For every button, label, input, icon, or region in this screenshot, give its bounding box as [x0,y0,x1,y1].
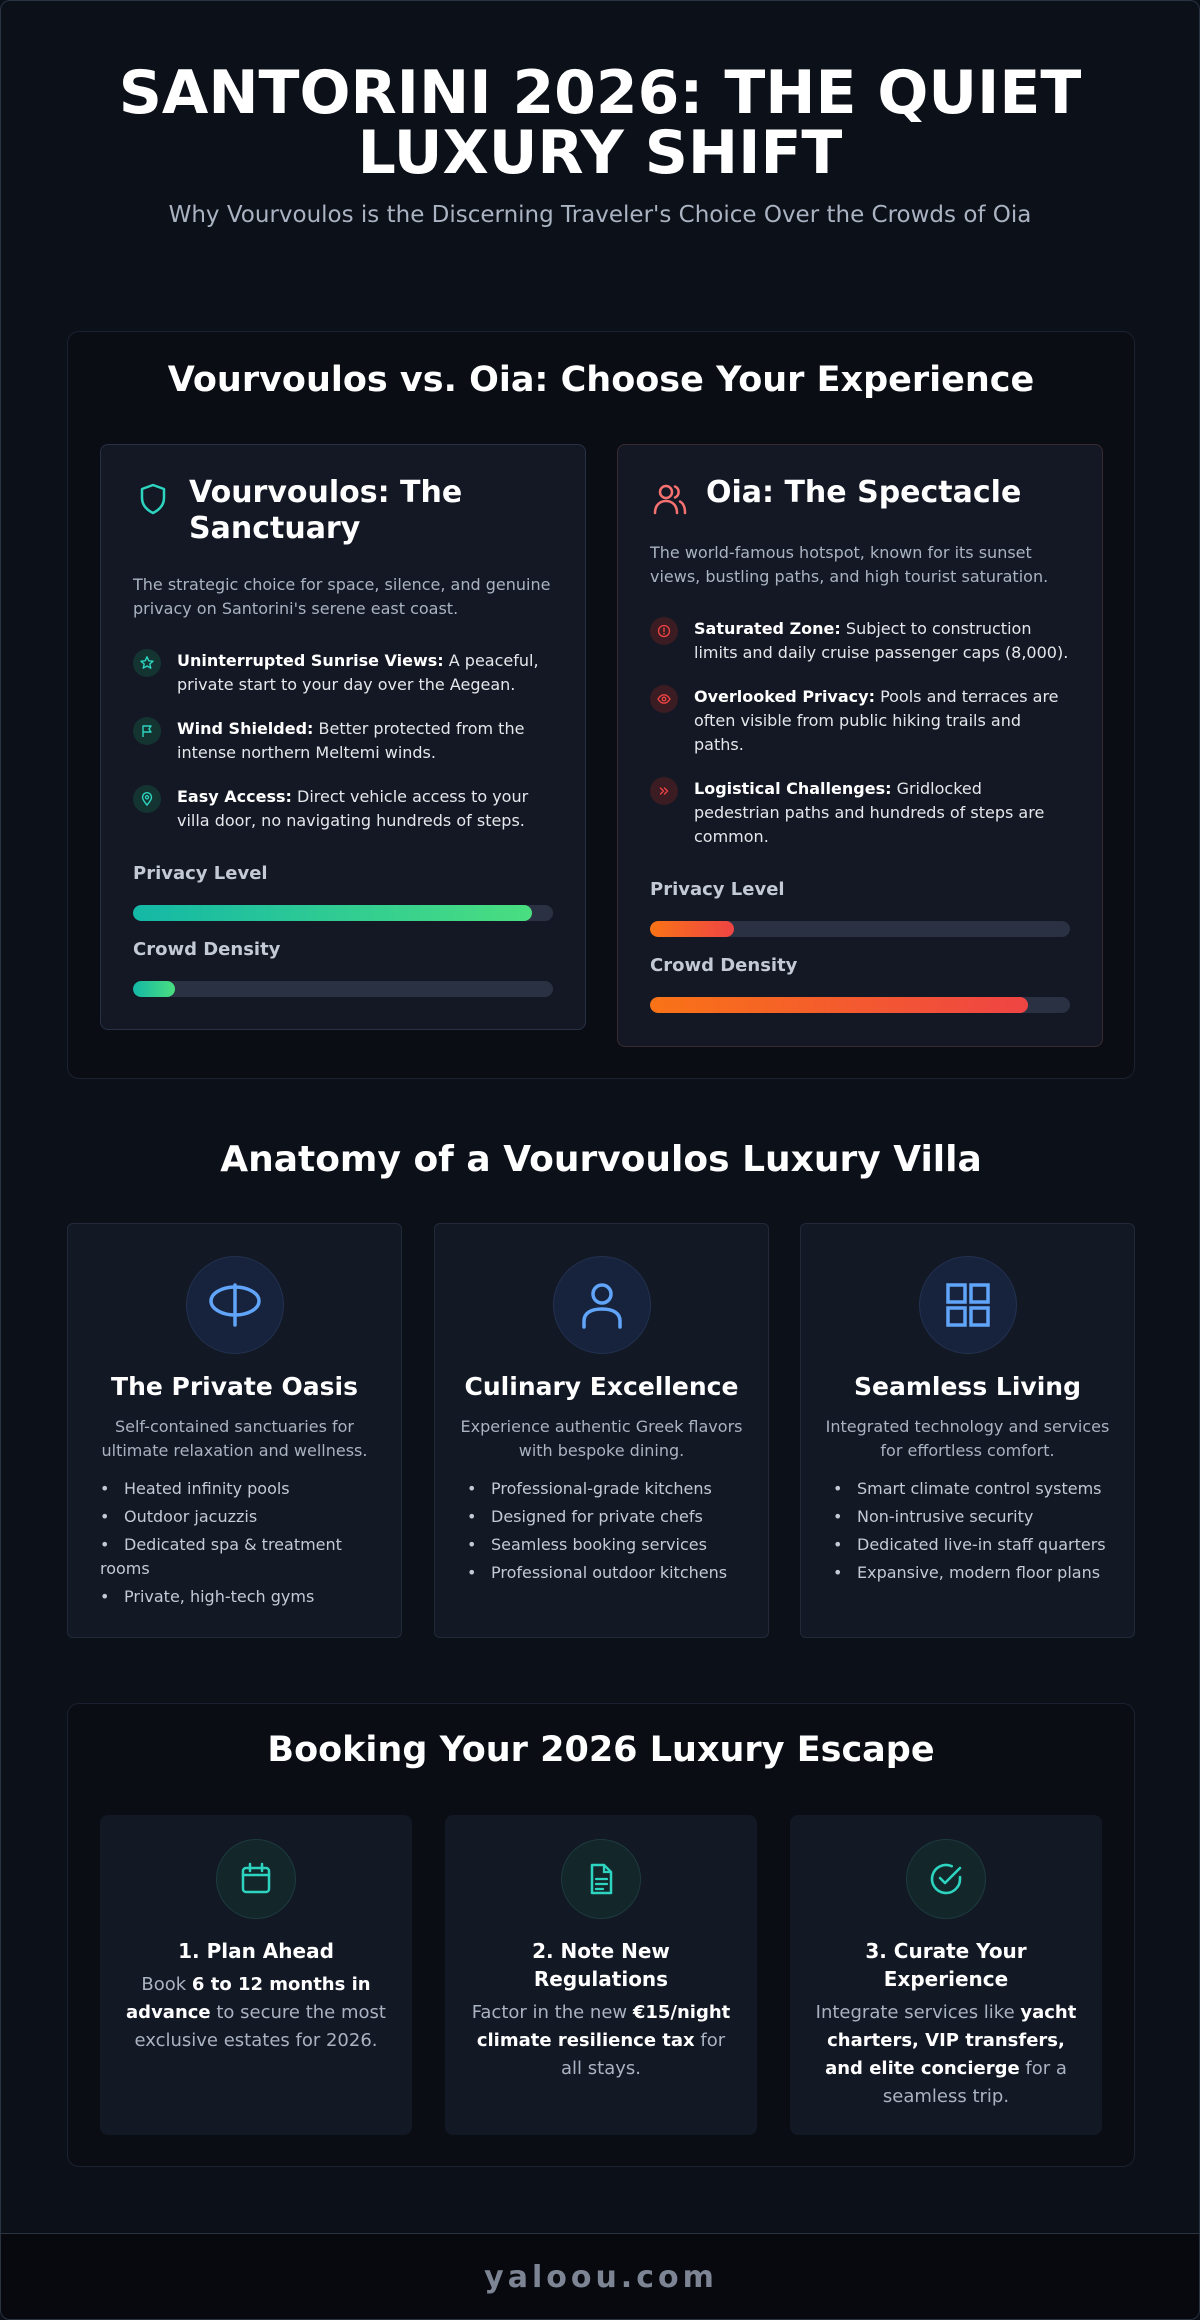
oia-privacy-meter [650,921,1070,937]
villa-section-title: Anatomy of a Vourvoulos Luxury Villa [220,1139,982,1180]
crowd-fill [650,997,1028,1013]
feature-text: Wind Shielded: Better protected from the intense northern Meltemi winds. [177,719,525,762]
list-item: • Smart climate control systems [833,1479,1102,1498]
feature-text: Logistical Challenges: Gridlocked pedestrian paths and hundreds of steps are common. [694,779,1045,846]
list-item: • Private, high-tech gyms [100,1587,315,1606]
step-title: 1. Plan Ahead [178,1939,334,1963]
vourvoulos-feature-wind [133,717,553,765]
footer [1,2233,1200,2320]
oia-title: Oia: The Spectacle [706,475,1022,510]
vourvoulos-privacy-label: Privacy Level [133,863,268,884]
vourvoulos-crowd-label: Crowd Density [133,939,281,960]
vourvoulos-header [133,475,489,547]
step-title: 3. Curate Your Experience [865,1939,1027,1991]
oia-feature-logistics [650,777,1070,849]
list-item: • Dedicated spa & treatment rooms [100,1535,342,1578]
villa-card-description: Experience authentic Greek flavors with bespoke dining. [460,1417,743,1460]
feature-text: Saturated Zone: Subject to construction limits and daily cruise passenger caps (8,000). [694,619,1069,662]
oia-feature-privacy [650,685,1070,757]
vourvoulos-description: The strategic choice for space, silence, and genuine privacy on Santorini's serene east coast. [133,575,551,618]
oia-crowd-label: Crowd Density [650,955,798,976]
oia-privacy-label: Privacy Level [650,879,785,900]
feature-text: Easy Access: Direct vehicle access to your villa door, no navigating hundreds of steps. [177,787,529,830]
list-item: • Non-intrusive security [833,1507,1034,1526]
vourvoulos-card [100,444,586,1030]
vourvoulos-privacy-meter [133,905,553,921]
chevrons-right-icon [650,777,678,805]
list-item: • Professional outdoor kitchens [467,1563,728,1582]
booking-step-plan [100,1815,412,2135]
list-item: • Outdoor jacuzzis [100,1507,258,1526]
list-item: • Expansive, modern floor plans [833,1563,1101,1582]
page-title: SANTORINI 2026: THE QUIET LUXURY SHIFT [118,58,1082,188]
check-circle-icon [906,1839,986,1919]
oia-header [650,475,1021,519]
list-item: • Professional-grade kitchens [467,1479,712,1498]
step-description: Integrate services like yacht charters, VIP transfers, and elite concierge for a seamless trip. [815,2002,1077,2107]
alert-icon [650,617,678,645]
document-icon [561,1839,641,1919]
oia-description: The world-famous hotspot, known for its sunset views, bustling paths, and high tourist saturation. [650,543,1049,586]
oia-crowd-meter [650,997,1070,1013]
footer-brand: yaloou.com [484,2260,718,2295]
star-icon [133,649,161,677]
feature-text: Uninterrupted Sunrise Views: A peaceful, private start to your day over the Aegean. [177,651,539,694]
vourvoulos-crowd-meter [133,981,553,997]
villa-card-oasis [67,1223,402,1638]
villa-card-list [833,1477,1114,1585]
list-item: • Designed for private chefs [467,1507,703,1526]
step-description: Book 6 to 12 months in advance to secure the most exclusive estates for 2026. [126,1974,386,2051]
step-description: Factor in the new €15/night climate resilience tax for all stays. [471,2002,731,2079]
page-subtitle: Why Vourvoulos is the Discerning Traveler's Choice Over the Crowds of Oia [168,202,1032,228]
step-title: 2. Note New Regulations [532,1939,670,1991]
feature-text: Overlooked Privacy: Pools and terraces are often visible from public hiking trails and paths. [694,687,1059,754]
flag-icon [133,717,161,745]
users-icon [650,479,690,519]
shield-icon [133,479,173,519]
list-item: • Heated infinity pools [100,1479,290,1498]
list-item: • Dedicated live-in staff quarters [833,1535,1106,1554]
grid-icon [919,1256,1017,1354]
booking-step-curate [790,1815,1102,2135]
oia-card [617,444,1103,1047]
villa-card-culinary [434,1223,769,1638]
oia-feature-saturated [650,617,1070,665]
villa-card-description: Integrated technology and services for effortless comfort. [825,1417,1110,1460]
villa-card-title: Culinary Excellence [464,1372,739,1401]
villa-card-living [800,1223,1135,1638]
eye-icon [650,685,678,713]
vourvoulos-feature-sunrise [133,649,553,697]
booking-title: Booking Your 2026 Luxury Escape [267,1730,935,1770]
villa-card-description: Self-contained sanctuaries for ultimate relaxation and wellness. [101,1417,368,1460]
booking-step-regulations [445,1815,757,2135]
privacy-fill [133,905,532,921]
villa-card-title: Seamless Living [854,1372,1081,1401]
villa-card-list [467,1477,748,1585]
hero [1,1,1199,231]
oasis-icon [186,1256,284,1354]
list-item: • Seamless booking services [467,1535,707,1554]
privacy-fill [650,921,734,937]
crowd-fill [133,981,175,997]
vourvoulos-title: Vourvoulos: The Sanctuary [189,475,463,546]
map-pin-icon [133,785,161,813]
user-icon [553,1256,651,1354]
vourvoulos-feature-access [133,785,553,833]
calendar-icon [216,1839,296,1919]
villa-card-title: The Private Oasis [111,1372,358,1401]
villa-card-list [100,1477,381,1609]
comparison-panel [67,331,1135,1079]
comparison-title: Vourvoulos vs. Oia: Choose Your Experience [167,360,1035,400]
